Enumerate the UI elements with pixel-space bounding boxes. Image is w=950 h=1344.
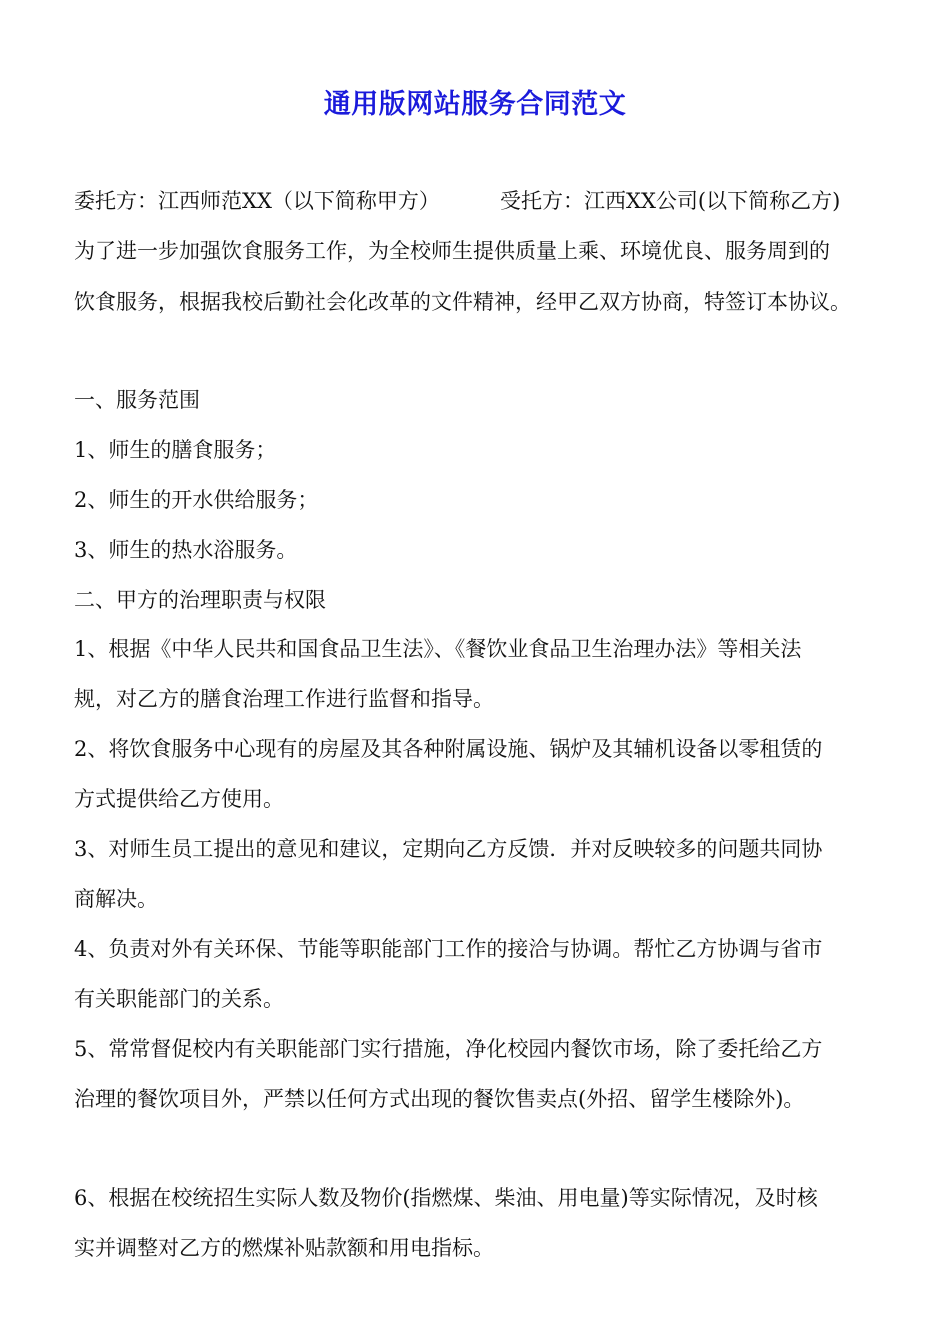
paragraph-line: 6、根据在校统招生实际人数及物价(指燃煤、柴油、用电量)等实际情况，及时核 (74, 1186, 818, 1210)
paragraph-line: 方式提供给乙方使用。 (74, 787, 284, 811)
paragraph-line: 3、对师生员工提出的意见和建议，定期向乙方反馈．并对反映较多的问题共同协 (74, 837, 823, 861)
paragraph-line: 1、根据《中华人民共和国食品卫生法》、《餐饮业食品卫生治理办法》等相关法 (74, 637, 802, 661)
paragraph-line: 治理的餐饮项目外，严禁以任何方式出现的餐饮售卖点(外招、留学生楼除外)。 (74, 1087, 805, 1111)
paragraph-line: 4、负责对外有关环保、节能等职能部门工作的接洽与协调。帮忙乙方协调与省市 (74, 937, 823, 961)
document-title: 通用版网站服务合同范文 (323, 89, 627, 120)
paragraph-line: 规，对乙方的膳食治理工作进行监督和指导。 (74, 687, 494, 711)
client-party: 委托方：江西师范XX（以下简称甲方） (74, 189, 440, 213)
list-item: 1、师生的膳食服务； (74, 438, 277, 462)
paragraph-line: 实并调整对乙方的燃煤补贴款额和用电指标。 (74, 1236, 494, 1260)
section-heading: 二、甲方的治理职责与权限 (74, 588, 326, 612)
paragraph-line: 2、将饮食服务中心现有的房屋及其各种附属设施、锅炉及其辅机设备以零租赁的 (74, 737, 823, 761)
paragraph-line: 5、常常督促校内有关职能部门实行措施，净化校园内餐饮市场，除了委托给乙方 (74, 1037, 823, 1061)
section-heading: 一、服务范围 (74, 388, 200, 412)
intro-line: 饮食服务，根据我校后勤社会化改革的文件精神，经甲乙双方协商，特签订本协议。 (74, 290, 851, 314)
paragraph-line: 商解决。 (74, 887, 158, 911)
intro-line: 为了进一步加强饮食服务工作，为全校师生提供质量上乘、环境优良、服务周到的 (74, 239, 830, 263)
list-item: 3、师生的热水浴服务。 (74, 538, 298, 562)
contractor-party: 受托方：江西XX公司(以下简称乙方) (500, 189, 841, 213)
list-item: 2、师生的开水供给服务； (74, 488, 319, 512)
paragraph-line: 有关职能部门的关系。 (74, 987, 284, 1011)
